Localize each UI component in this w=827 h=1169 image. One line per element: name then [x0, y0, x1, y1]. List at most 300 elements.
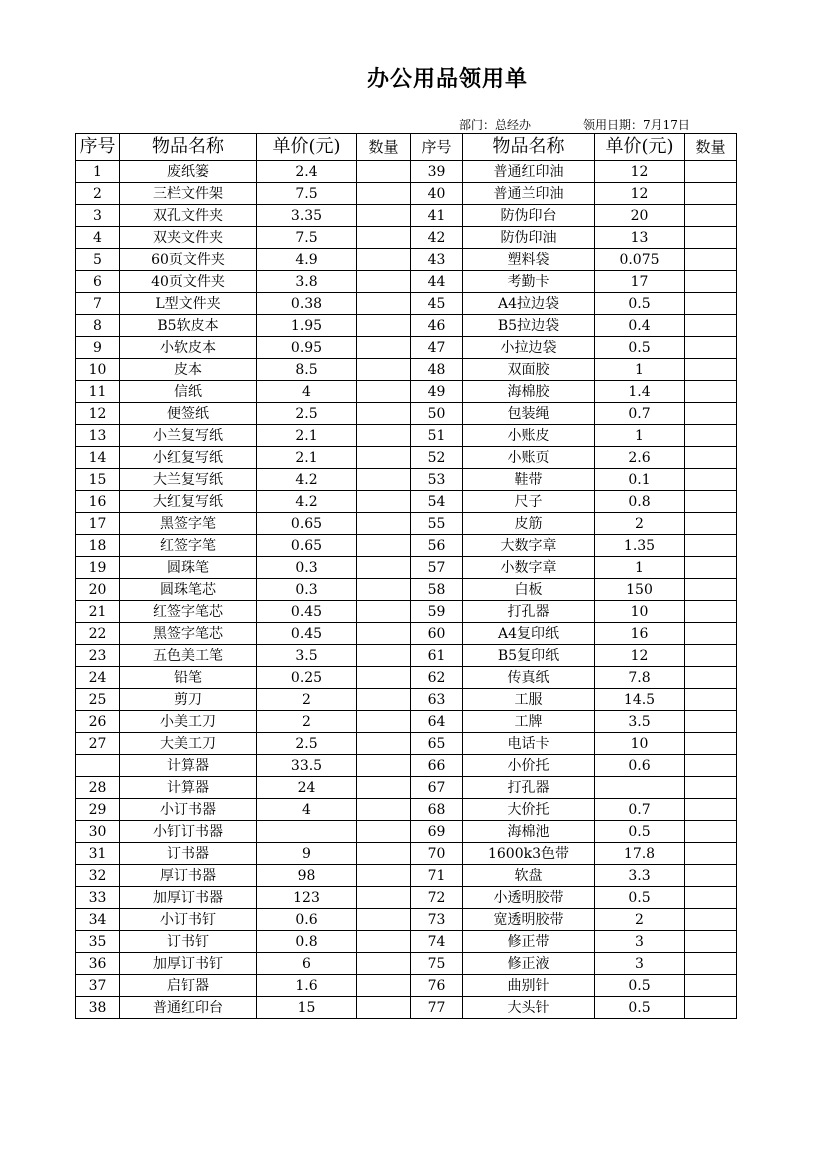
left-qty-cell[interactable]: [357, 315, 411, 337]
requisition-table: [75, 133, 737, 1019]
left-price-cell: 24: [257, 777, 357, 799]
left-price-cell: 0.38: [257, 293, 357, 315]
table-row: [76, 755, 737, 777]
right-name-cell: 考勤卡: [463, 271, 595, 293]
right-qty-cell[interactable]: [685, 205, 737, 227]
right-price-cell: 0.5: [595, 887, 685, 909]
right-name-cell: 小透明胶带: [463, 887, 595, 909]
left-seq-cell: 19: [76, 557, 120, 579]
right-qty-cell[interactable]: [685, 249, 737, 271]
right-seq-cell: 58: [411, 579, 463, 601]
right-price-cell: 1.35: [595, 535, 685, 557]
right-name-cell: 小账皮: [463, 425, 595, 447]
left-price-cell: 2: [257, 711, 357, 733]
table-row: [76, 183, 737, 205]
right-price-cell: 12: [595, 161, 685, 183]
right-name-cell: 尺子: [463, 491, 595, 513]
right-seq-cell: 64: [411, 711, 463, 733]
left-name-cell: 双夹文件夹: [120, 227, 257, 249]
right-qty-cell[interactable]: [685, 887, 737, 909]
right-seq-cell: 60: [411, 623, 463, 645]
right-name-cell: 电话卡: [463, 733, 595, 755]
left-qty-cell[interactable]: [357, 513, 411, 535]
left-qty-cell[interactable]: [357, 579, 411, 601]
right-seq-cell: 71: [411, 865, 463, 887]
left-seq-cell: 2: [76, 183, 120, 205]
right-name-cell: 皮筋: [463, 513, 595, 535]
left-qty-cell[interactable]: [357, 425, 411, 447]
left-name-cell: L型文件夹: [120, 293, 257, 315]
right-name-cell: 工牌: [463, 711, 595, 733]
page-title: 办公用品领用单: [366, 67, 528, 92]
left-seq-cell: 25: [76, 689, 120, 711]
right-name-cell: 传真纸: [463, 667, 595, 689]
left-seq-cell: 3: [76, 205, 120, 227]
right-seq-cell: 52: [411, 447, 463, 469]
left-name-cell: 小订书器: [120, 799, 257, 821]
left-name-cell: 黑签字笔芯: [120, 623, 257, 645]
left-name-cell: 普通红印台: [120, 997, 257, 1019]
left-seq-cell: 10: [76, 359, 120, 381]
right-name-cell: 大数字章: [463, 535, 595, 557]
left-qty-cell[interactable]: [357, 645, 411, 667]
left-price-cell: 0.25: [257, 667, 357, 689]
left-name-cell: 40页文件夹: [120, 271, 257, 293]
right-seq-cell: 74: [411, 931, 463, 953]
left-price-cell: 98: [257, 865, 357, 887]
left-name-cell: 订书钉: [120, 931, 257, 953]
left-seq-cell: 4: [76, 227, 120, 249]
right-price-cell: 3.5: [595, 711, 685, 733]
right-qty-cell[interactable]: [685, 755, 737, 777]
right-seq-cell: 50: [411, 403, 463, 425]
right-qty-cell[interactable]: [685, 953, 737, 975]
left-qty-cell[interactable]: [357, 777, 411, 799]
right-price-cell: 0.6: [595, 755, 685, 777]
left-name-cell: B5软皮本: [120, 315, 257, 337]
table-row: [76, 689, 737, 711]
right-name-cell: 普通兰印油: [463, 183, 595, 205]
right-price-cell: 0.5: [595, 997, 685, 1019]
left-seq-cell: 37: [76, 975, 120, 997]
right-qty-cell[interactable]: [685, 293, 737, 315]
right-price-cell: 0.7: [595, 799, 685, 821]
right-price-cell: 150: [595, 579, 685, 601]
table-row: [76, 227, 737, 249]
table-row: [76, 491, 737, 513]
left-price-cell: 0.3: [257, 557, 357, 579]
right-seq-cell: 77: [411, 997, 463, 1019]
table-row: [76, 645, 737, 667]
left-price-cell: 1.95: [257, 315, 357, 337]
left-name-cell: 小兰复写纸: [120, 425, 257, 447]
right-qty-cell[interactable]: [685, 183, 737, 205]
right-price-cell: 0.7: [595, 403, 685, 425]
right-qty-cell[interactable]: [685, 865, 737, 887]
left-qty-cell[interactable]: [357, 293, 411, 315]
left-qty-cell[interactable]: [357, 447, 411, 469]
right-qty-cell[interactable]: [685, 645, 737, 667]
right-seq-cell: 57: [411, 557, 463, 579]
right-qty-cell[interactable]: [685, 711, 737, 733]
left-price-cell: 0.65: [257, 513, 357, 535]
right-name-cell: 1600k3色带: [463, 843, 595, 865]
table-row: [76, 843, 737, 865]
table-row: [76, 865, 737, 887]
right-name-cell: 大头针: [463, 997, 595, 1019]
right-name-cell: 防伪印台: [463, 205, 595, 227]
right-seq-cell: 65: [411, 733, 463, 755]
right-price-cell: 3: [595, 953, 685, 975]
left-price-cell: 4.9: [257, 249, 357, 271]
left-seq-cell: 33: [76, 887, 120, 909]
left-price-cell: 2: [257, 689, 357, 711]
left-name-cell: 小订书钉: [120, 909, 257, 931]
left-seq-cell: 31: [76, 843, 120, 865]
left-qty-cell[interactable]: [357, 821, 411, 843]
right-name-cell: A4拉边袋: [463, 293, 595, 315]
left-name-cell: 五色美工笔: [120, 645, 257, 667]
right-seq-cell: 39: [411, 161, 463, 183]
left-qty-cell[interactable]: [357, 711, 411, 733]
left-qty-cell[interactable]: [357, 161, 411, 183]
left-price-cell: 0.45: [257, 623, 357, 645]
table-row: [76, 667, 737, 689]
right-qty-cell[interactable]: [685, 381, 737, 403]
left-name-cell: 黑签字笔: [120, 513, 257, 535]
left-qty-cell[interactable]: [357, 557, 411, 579]
left-name-cell: 小钉订书器: [120, 821, 257, 843]
right-qty-cell[interactable]: [685, 161, 737, 183]
right-price-cell: 12: [595, 183, 685, 205]
right-name-cell: 曲别针: [463, 975, 595, 997]
left-name-cell: 红签字笔: [120, 535, 257, 557]
left-price-cell: 3.5: [257, 645, 357, 667]
left-qty-cell[interactable]: [357, 403, 411, 425]
right-price-cell: 1: [595, 359, 685, 381]
right-seq-cell: 45: [411, 293, 463, 315]
left-qty-cell[interactable]: [357, 733, 411, 755]
left-price-cell: 0.95: [257, 337, 357, 359]
left-qty-cell[interactable]: [357, 337, 411, 359]
left-name-cell: 废纸篓: [120, 161, 257, 183]
right-seq-cell: 40: [411, 183, 463, 205]
right-seq-cell: 55: [411, 513, 463, 535]
right-qty-cell[interactable]: [685, 777, 737, 799]
left-seq-cell: 20: [76, 579, 120, 601]
right-price-cell: 2: [595, 909, 685, 931]
table-row: [76, 447, 737, 469]
left-price-cell: 7.5: [257, 227, 357, 249]
right-seq-cell: 67: [411, 777, 463, 799]
left-name-cell: 小红复写纸: [120, 447, 257, 469]
right-seq-cell: 62: [411, 667, 463, 689]
left-qty-cell[interactable]: [357, 667, 411, 689]
left-price-cell: 33.5: [257, 755, 357, 777]
left-qty-cell[interactable]: [357, 909, 411, 931]
left-price-cell: [257, 821, 357, 843]
right-qty-cell[interactable]: [685, 557, 737, 579]
left-seq-cell: 17: [76, 513, 120, 535]
right-qty-cell[interactable]: [685, 579, 737, 601]
left-seq-cell: 1: [76, 161, 120, 183]
left-price-cell: 0.65: [257, 535, 357, 557]
right-seq-cell: 48: [411, 359, 463, 381]
table-row: [76, 315, 737, 337]
table-row: [76, 821, 737, 843]
left-name-cell: 铅笔: [120, 667, 257, 689]
right-seq-cell: 59: [411, 601, 463, 623]
header-price: 单价(元): [595, 134, 685, 161]
right-qty-cell[interactable]: [685, 271, 737, 293]
left-qty-cell[interactable]: [357, 953, 411, 975]
left-seq-cell: 12: [76, 403, 120, 425]
right-name-cell: 修正液: [463, 953, 595, 975]
right-qty-cell[interactable]: [685, 843, 737, 865]
right-qty-cell[interactable]: [685, 667, 737, 689]
right-name-cell: 工服: [463, 689, 595, 711]
left-qty-cell[interactable]: [357, 601, 411, 623]
header-price: 单价(元): [257, 134, 357, 161]
left-name-cell: 信纸: [120, 381, 257, 403]
left-seq-cell: 27: [76, 733, 120, 755]
left-qty-cell[interactable]: [357, 271, 411, 293]
right-price-cell: 17.8: [595, 843, 685, 865]
table-row: [76, 997, 737, 1019]
right-name-cell: 打孔器: [463, 777, 595, 799]
left-price-cell: 2.1: [257, 447, 357, 469]
left-name-cell: 皮本: [120, 359, 257, 381]
right-seq-cell: 76: [411, 975, 463, 997]
right-price-cell: 14.5: [595, 689, 685, 711]
right-seq-cell: 73: [411, 909, 463, 931]
left-seq-cell: 6: [76, 271, 120, 293]
right-seq-cell: 63: [411, 689, 463, 711]
right-name-cell: A4复印纸: [463, 623, 595, 645]
right-price-cell: 0.075: [595, 249, 685, 271]
table-row: [76, 359, 737, 381]
right-name-cell: 白板: [463, 579, 595, 601]
left-price-cell: 1.6: [257, 975, 357, 997]
left-qty-cell[interactable]: [357, 887, 411, 909]
left-qty-cell[interactable]: [357, 755, 411, 777]
left-qty-cell[interactable]: [357, 975, 411, 997]
left-seq-cell: 34: [76, 909, 120, 931]
left-qty-cell[interactable]: [357, 469, 411, 491]
table-row: [76, 975, 737, 997]
right-seq-cell: 49: [411, 381, 463, 403]
left-price-cell: 0.8: [257, 931, 357, 953]
left-seq-cell: 29: [76, 799, 120, 821]
right-qty-cell[interactable]: [685, 623, 737, 645]
right-qty-cell[interactable]: [685, 315, 737, 337]
left-seq-cell: 26: [76, 711, 120, 733]
right-qty-cell[interactable]: [685, 601, 737, 623]
right-price-cell: 3.3: [595, 865, 685, 887]
left-seq-cell: 24: [76, 667, 120, 689]
table-row: [76, 579, 737, 601]
right-qty-cell[interactable]: [685, 491, 737, 513]
right-qty-cell[interactable]: [685, 403, 737, 425]
right-name-cell: B5拉边袋: [463, 315, 595, 337]
left-qty-cell[interactable]: [357, 931, 411, 953]
left-seq-cell: 5: [76, 249, 120, 271]
header-qty: 数量: [357, 134, 411, 161]
right-price-cell: 2: [595, 513, 685, 535]
left-price-cell: 0.3: [257, 579, 357, 601]
left-qty-cell[interactable]: [357, 799, 411, 821]
left-qty-cell[interactable]: [357, 535, 411, 557]
left-price-cell: 4: [257, 799, 357, 821]
right-qty-cell[interactable]: [685, 931, 737, 953]
left-name-cell: 便签纸: [120, 403, 257, 425]
right-name-cell: 双面胶: [463, 359, 595, 381]
left-name-cell: 大兰复写纸: [120, 469, 257, 491]
left-name-cell: 三栏文件架: [120, 183, 257, 205]
left-name-cell: 加厚订书钉: [120, 953, 257, 975]
right-name-cell: 塑料袋: [463, 249, 595, 271]
left-name-cell: 小美工刀: [120, 711, 257, 733]
left-qty-cell[interactable]: [357, 205, 411, 227]
right-qty-cell[interactable]: [685, 997, 737, 1019]
table-row: [76, 249, 737, 271]
left-qty-cell[interactable]: [357, 689, 411, 711]
right-seq-cell: 51: [411, 425, 463, 447]
left-price-cell: 3.35: [257, 205, 357, 227]
right-qty-cell[interactable]: [685, 535, 737, 557]
header-seq: 序号: [411, 134, 463, 161]
left-qty-cell[interactable]: [357, 381, 411, 403]
right-name-cell: 修正带: [463, 931, 595, 953]
right-qty-cell[interactable]: [685, 909, 737, 931]
table-row: [76, 337, 737, 359]
right-qty-cell[interactable]: [685, 821, 737, 843]
left-name-cell: 大红复写纸: [120, 491, 257, 513]
left-price-cell: 123: [257, 887, 357, 909]
right-seq-cell: 56: [411, 535, 463, 557]
right-name-cell: B5复印纸: [463, 645, 595, 667]
left-qty-cell[interactable]: [357, 359, 411, 381]
right-qty-cell[interactable]: [685, 337, 737, 359]
left-name-cell: 小软皮本: [120, 337, 257, 359]
right-price-cell: 17: [595, 271, 685, 293]
left-qty-cell[interactable]: [357, 491, 411, 513]
left-seq-cell: 18: [76, 535, 120, 557]
right-name-cell: 小数字章: [463, 557, 595, 579]
right-qty-cell[interactable]: [685, 227, 737, 249]
left-seq-cell: 23: [76, 645, 120, 667]
left-price-cell: 2.5: [257, 733, 357, 755]
left-price-cell: 2.5: [257, 403, 357, 425]
right-qty-cell[interactable]: [685, 447, 737, 469]
right-seq-cell: 72: [411, 887, 463, 909]
left-price-cell: 6: [257, 953, 357, 975]
table-row: [76, 557, 737, 579]
right-seq-cell: 70: [411, 843, 463, 865]
left-qty-cell[interactable]: [357, 227, 411, 249]
left-name-cell: 剪刀: [120, 689, 257, 711]
table-row: [76, 953, 737, 975]
left-seq-cell: 11: [76, 381, 120, 403]
right-qty-cell[interactable]: [685, 689, 737, 711]
left-name-cell: 双孔文件夹: [120, 205, 257, 227]
left-qty-cell[interactable]: [357, 623, 411, 645]
right-qty-cell[interactable]: [685, 469, 737, 491]
left-seq-cell: [76, 755, 120, 777]
table-row: [76, 931, 737, 953]
right-qty-cell[interactable]: [685, 513, 737, 535]
left-qty-cell[interactable]: [357, 843, 411, 865]
right-seq-cell: 44: [411, 271, 463, 293]
table-row: [76, 601, 737, 623]
right-price-cell: 0.4: [595, 315, 685, 337]
left-seq-cell: 22: [76, 623, 120, 645]
table-row: [76, 403, 737, 425]
right-name-cell: 小拉边袋: [463, 337, 595, 359]
right-seq-cell: 75: [411, 953, 463, 975]
left-qty-cell[interactable]: [357, 865, 411, 887]
right-qty-cell[interactable]: [685, 975, 737, 997]
right-price-cell: 13: [595, 227, 685, 249]
right-seq-cell: 46: [411, 315, 463, 337]
right-name-cell: 软盘: [463, 865, 595, 887]
left-name-cell: 订书器: [120, 843, 257, 865]
left-seq-cell: 14: [76, 447, 120, 469]
right-seq-cell: 69: [411, 821, 463, 843]
right-name-cell: 宽透明胶带: [463, 909, 595, 931]
left-qty-cell[interactable]: [357, 249, 411, 271]
left-name-cell: 圆珠笔芯: [120, 579, 257, 601]
left-price-cell: 8.5: [257, 359, 357, 381]
left-price-cell: 9: [257, 843, 357, 865]
right-name-cell: 小账页: [463, 447, 595, 469]
left-qty-cell[interactable]: [357, 183, 411, 205]
right-price-cell: 0.5: [595, 821, 685, 843]
right-price-cell: 0.1: [595, 469, 685, 491]
right-qty-cell[interactable]: [685, 733, 737, 755]
right-price-cell: 10: [595, 601, 685, 623]
right-name-cell: 打孔器: [463, 601, 595, 623]
right-name-cell: 鞋带: [463, 469, 595, 491]
table-row: [76, 777, 737, 799]
right-name-cell: 小价托: [463, 755, 595, 777]
left-price-cell: 4: [257, 381, 357, 403]
left-name-cell: 60页文件夹: [120, 249, 257, 271]
left-seq-cell: 15: [76, 469, 120, 491]
right-price-cell: 0.8: [595, 491, 685, 513]
right-name-cell: 普通红印油: [463, 161, 595, 183]
left-seq-cell: 13: [76, 425, 120, 447]
left-qty-cell[interactable]: [357, 997, 411, 1019]
right-qty-cell[interactable]: [685, 799, 737, 821]
right-name-cell: 包装绳: [463, 403, 595, 425]
right-seq-cell: 42: [411, 227, 463, 249]
header-qty: 数量: [685, 134, 737, 161]
right-qty-cell[interactable]: [685, 425, 737, 447]
left-seq-cell: 7: [76, 293, 120, 315]
left-price-cell: 0.45: [257, 601, 357, 623]
right-qty-cell[interactable]: [685, 359, 737, 381]
table-row: [76, 271, 737, 293]
right-price-cell: 12: [595, 645, 685, 667]
right-seq-cell: 61: [411, 645, 463, 667]
left-price-cell: 4.2: [257, 469, 357, 491]
left-price-cell: 7.5: [257, 183, 357, 205]
right-price-cell: 10: [595, 733, 685, 755]
left-seq-cell: 30: [76, 821, 120, 843]
right-seq-cell: 66: [411, 755, 463, 777]
table-row: [76, 535, 737, 557]
